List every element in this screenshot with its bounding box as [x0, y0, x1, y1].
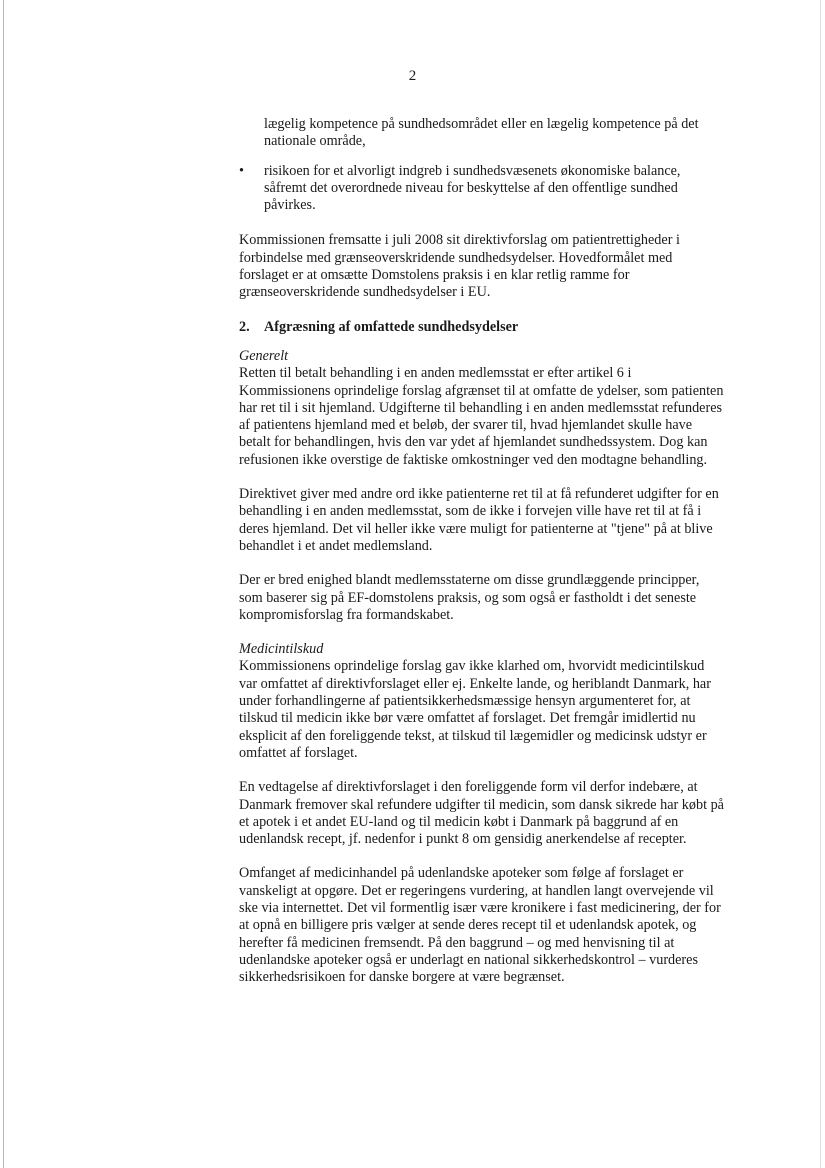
- subheading-generelt: Generelt: [239, 347, 289, 364]
- section-title: Afgræsning af omfattede sundhedsydelser: [264, 318, 519, 335]
- paragraph: En vedtagelse af direktivforslaget i den foreliggende form vil derfor indebære, at Danmark fremover skal refundere udgifter til medicin, som dansk sikrede har købt på et apotek i et andet EU-land og til medicin købt i Danmark på baggrund af en udenlandsk recept, jf. nedenfor i punkt 8 om gensidig anerkendelse af recepter.: [239, 779, 724, 848]
- paragraph: Der er bred enighed blandt medlemsstaterne om disse grundlæggende principper, som baserer sig på EF-domstolens praksis, og som også er fastholdt i det seneste kompromisforslag fra formandskabet.: [239, 572, 700, 623]
- scan-edge-line: [820, 0, 821, 1168]
- intro-paragraph: Kommissionen fremsatte i juli 2008 sit direktivforslag om patientrettigheder i forbindelse med grænseoverskridende sundhedsydelser. Hovedformålet med forslaget er at omsætte Domstolens praksis i en klar retlig ramme for grænseoverskridende sundhedsydelser i EU.: [239, 232, 680, 301]
- paragraph: Omfanget af medicinhandel på udenlandske apoteker som følge af forslaget er vanskeligt at opgøre. Det er regeringens vurdering, at handlen langt overvejende vil ske via internettet. Det vil formentlig især være kronikere i fast medicinering, der for at opnå en billigere pris vælger at sende deres recept til et udenlandsk apotek, og herefter få medicinen fremsendt. På den baggrund – og med henvisning til at udenlandske apoteker også er underlagt en national sikkerhedskontrol – vurderes sikkerhedsrisikoen for danske borgere at være begrænset.: [239, 865, 721, 986]
- scan-edge-line: [3, 0, 4, 1168]
- list-item-text: risikoen for et alvorligt indgreb i sundhedsvæsenets økonomiske balance, såfremt det overordnede niveau for beskyttelse af den offentlige sundhed påvirkes.: [264, 162, 681, 214]
- document-body: [239, 116, 725, 1003]
- bullet-icon: •: [239, 162, 244, 179]
- list-item: [239, 163, 725, 215]
- list-continuation: lægelig kompetence på sundhedsområdet eller en lægelig kompetence på det nationale område,: [264, 116, 699, 150]
- paragraph: Kommissionens oprindelige forslag gav ikke klarhed om, hvorvidt medicintilskud var omfattet af direktivforslaget eller ej. Enkelte lande, og heriblandt Danmark, har under forhandlingerne af patientsikkerhedsmæssige hensyn argumenteret for, at tilskud til medicin ikke bør være omfattet af forslaget. Det fremgår imidlertid nu eksplicit af den foreliggende tekst, at tilskud til lægemidler og medicinsk udstyr er omfattet af forslaget.: [239, 658, 711, 761]
- section-heading: [239, 319, 725, 336]
- subheading-medicintilskud: Medicintilskud: [239, 641, 324, 658]
- paragraph: Retten til betalt behandling i en anden medlemsstat er efter artikel 6 i Kommissionens oprindelige forslag afgrænset til at omfatte de ydelser, som patienten har ret til i sit hjemland. Udgifterne til behandling i en anden medlemsstat refunderes af patientens hjemland med et beløb, der svarer til, hvad hjemlandet skulle have betalt for behandlingen, hvis den var ydet af hjemlandet sundhedssystem. Dog kan refusionen ikke overstige de faktiske omkostninger ved den modtagne behandling.: [239, 365, 724, 468]
- paragraph: Direktivet giver med andre ord ikke patienterne ret til at få refunderet udgifter for en behandling i en anden medlemsstat, som de ikke i forvejen ville have ret til at få i deres hjemland. Det vil heller ikke være muligt for patienterne at "tjene" på at blive behandlet i et andet medlemsland.: [239, 486, 719, 554]
- section-number: 2.: [239, 318, 250, 335]
- page-number: 2: [408, 68, 417, 84]
